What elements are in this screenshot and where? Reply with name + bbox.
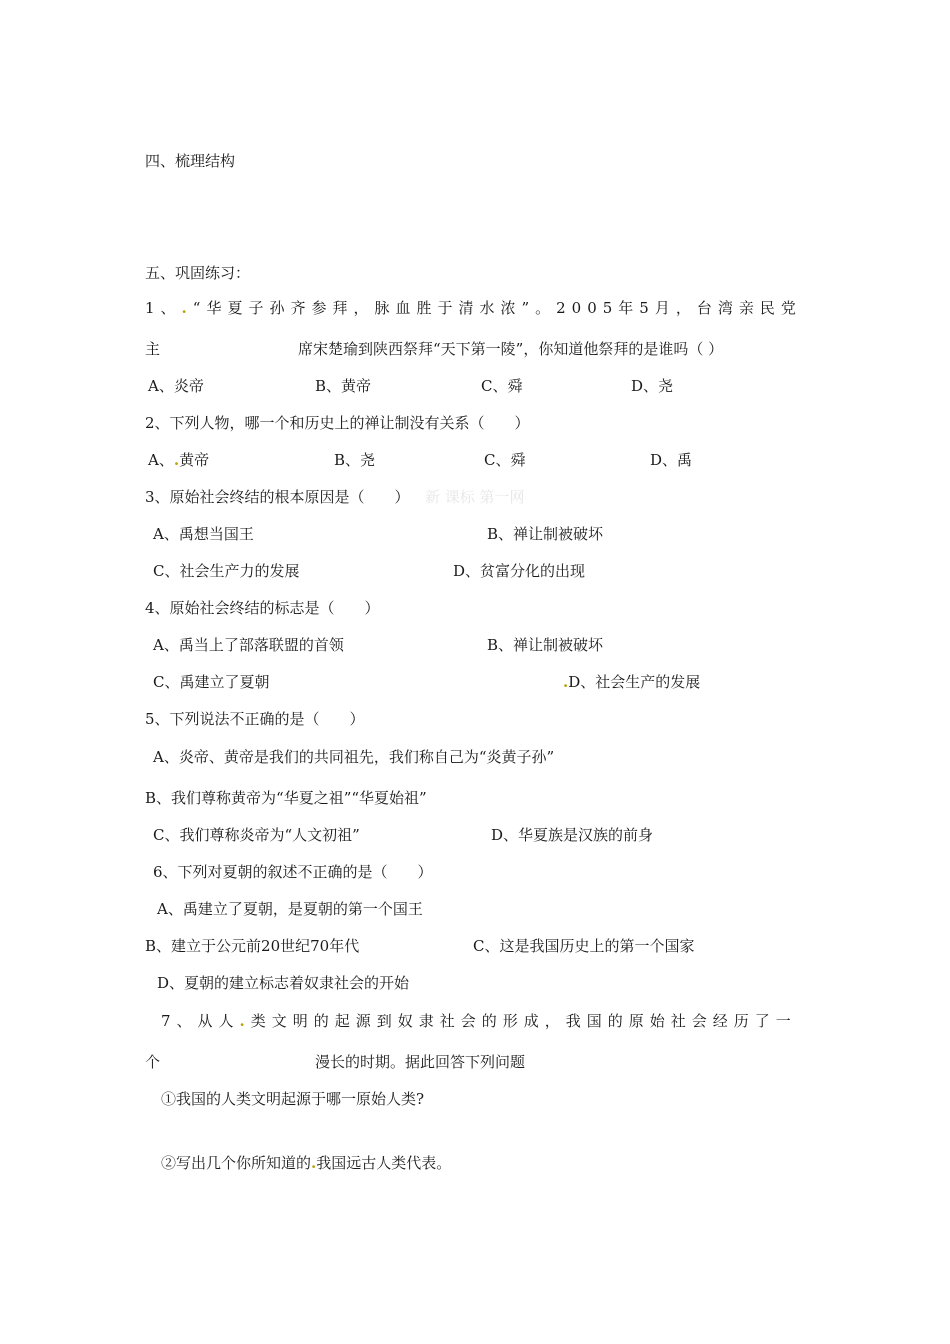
q4-option-d (563, 672, 700, 692)
marker-dot: . (311, 1154, 317, 1172)
q3-option-c: C、社会生产力的发展 (153, 562, 300, 580)
q5-option-c: C、我们尊称炎帝为“人文初祖” (153, 826, 360, 844)
q5-option-d: D、华夏族是汉族的前身 (491, 826, 654, 844)
q2-option-c: C、舜 (484, 451, 526, 469)
q5-option-b: B、我们尊称黄帝为“华夏之祖”“华夏始祖” (145, 789, 427, 807)
q7-sub2-text-b: 我国远古人类代表。 (316, 1154, 452, 1172)
q4-option-d-text: D、社会生产的发展 (568, 673, 701, 691)
q6-option-c: C、这是我国历史上的第一个国家 (473, 937, 695, 955)
q1-option-b: B、黄帝 (315, 377, 372, 395)
q7-text-a2: 类文明的起源到奴隶社会的形成，我国的原始社会经历了一 (250, 1012, 797, 1030)
q5-text: 5、下列说法不正确的是（ ） (145, 710, 365, 728)
q1-option-a: A、炎帝 (148, 377, 204, 395)
q1-option-c: C、舜 (481, 377, 523, 395)
marker-dot: . (181, 299, 193, 317)
q2-option-a-label: A、 (148, 451, 174, 469)
q6-option-b: B、建立于公元前20世纪70年代 (145, 937, 360, 955)
q4-option-b: B、禅让制被破坏 (487, 636, 604, 654)
q3-option-a: A、禹想当国王 (153, 525, 254, 543)
q7-line-2: 漫长的时期。据此回答下列问题 (315, 1053, 526, 1071)
q4-option-a: A、禹当上了部落联盟的首领 (153, 636, 344, 654)
q7-line-2-head: 个 (145, 1053, 161, 1071)
marker-dot: . (173, 451, 180, 469)
q7-text-a1: 7、从人 (161, 1012, 240, 1030)
q2-text: 2、下列人物，哪一个和历史上的禅让制没有关系（ ） (145, 414, 530, 432)
q3-option-d: D、贫富分化的出现 (453, 562, 586, 580)
marker-dot: . (563, 673, 569, 691)
q3-option-b: B、禅让制被破坏 (487, 525, 604, 543)
section-5-title: 五、巩固练习： (145, 264, 251, 282)
q1-prefix: 1、 (145, 299, 182, 317)
q6-option-a: A、禹建立了夏朝，是夏朝的第一个国王 (157, 900, 423, 918)
q5-option-a: A、炎帝、黄帝是我们的共同祖先，我们称自己为“炎黄子孙” (153, 748, 555, 766)
q1-option-d: D、尧 (631, 377, 674, 395)
marker-dot: . (239, 1012, 251, 1030)
section-4-title: 四、梳理结构 (145, 152, 236, 170)
q1-line-2-head: 主 (145, 340, 161, 358)
q1-text-a: “华夏子孙齐参拜，脉血胜于清水浓”。2005年5月，台湾亲民党 (192, 299, 802, 317)
q4-text: 4、原始社会终结的标志是（ ） (145, 599, 380, 617)
q2-option-a-text: 黄帝 (179, 451, 210, 469)
q2-option-a (148, 450, 209, 470)
q7-sub-question-2 (161, 1153, 451, 1173)
q4-option-c: C、禹建立了夏朝 (153, 673, 270, 691)
q2-option-b: B、尧 (334, 451, 376, 469)
q6-text: 6、下列对夏朝的叙述不正确的是（ ） (153, 863, 433, 881)
q1-line-2: 席宋楚瑜到陕西祭拜“天下第一陵”，你知道他祭拜的是谁吗（ ） (298, 340, 724, 358)
q2-option-d: D、禹 (650, 451, 693, 469)
q1-line-1 (145, 298, 802, 318)
q7-line-1 (161, 1011, 797, 1031)
q6-option-d: D、夏朝的建立标志着奴隶社会的开始 (157, 974, 410, 992)
q7-sub-question-1: ①我国的人类文明起源于哪一原始人类? (161, 1090, 425, 1108)
q7-sub2-text-a: ②写出几个你所知道的 (161, 1154, 312, 1172)
q3-text: 3、原始社会终结的根本原因是（ ） (145, 488, 410, 506)
watermark-text: 新 课标 第一网 (425, 488, 525, 506)
